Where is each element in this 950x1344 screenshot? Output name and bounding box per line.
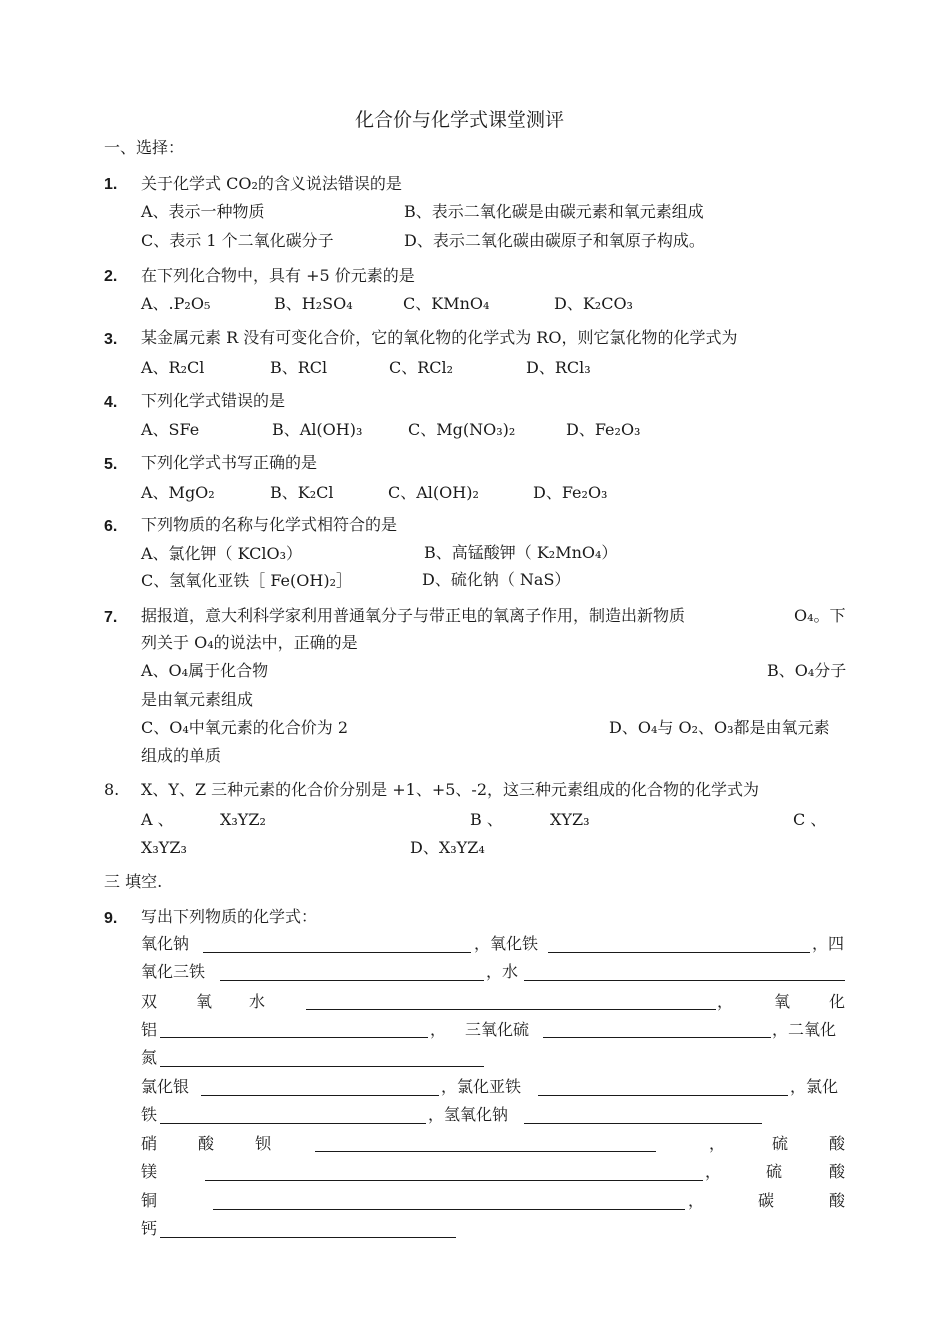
option-c: C、表示 1 个二氧化碳分子 xyxy=(141,231,334,250)
answer-blank[interactable] xyxy=(160,1037,428,1038)
fill-label: ， xyxy=(430,1020,447,1039)
option-a: A、MgO₂ xyxy=(141,483,215,502)
question-text: 列关于 O₄的说法中，正确的是 xyxy=(141,633,358,652)
question-number: 2. xyxy=(104,268,118,285)
answer-blank[interactable] xyxy=(543,1037,771,1038)
option-b: XYZ₃ xyxy=(550,810,590,829)
option-b: B、Al(OH)₃ xyxy=(272,420,363,439)
option-b-continued: 是由氧元素组成 xyxy=(141,690,254,709)
option-b: B、高锰酸钾（ K₂MnO₄） xyxy=(424,543,618,562)
question-number: 6. xyxy=(104,518,118,535)
option-b: B、H₂SO₄ xyxy=(274,294,353,313)
question-text: 下列化学式书写正确的是 xyxy=(141,453,318,472)
fill-label: ，水 xyxy=(486,962,519,981)
question-text: 下列化学式错误的是 xyxy=(141,391,286,410)
answer-blank[interactable] xyxy=(220,980,484,981)
fill-label: 硫 xyxy=(772,1134,789,1153)
option-a: A、O₄属于化合物 xyxy=(141,661,269,680)
answer-blank[interactable] xyxy=(524,1123,762,1124)
question-text: 某金属元素 R 没有可变化合价，它的氧化物的化学式为 RO，则它氯化物的化学式为 xyxy=(141,328,738,347)
fill-label: ， xyxy=(709,1134,726,1153)
fill-label: ， xyxy=(688,1191,705,1210)
option-c-label: C 、 xyxy=(793,810,827,829)
question-number: 8. xyxy=(104,780,120,799)
option-b-label: B 、 xyxy=(470,810,503,829)
fill-label: ，氢氧化钠 xyxy=(428,1105,509,1124)
answer-blank[interactable] xyxy=(160,1123,426,1124)
option-c: C、Al(OH)₂ xyxy=(388,483,479,502)
option-d: D、Fe₂O₃ xyxy=(533,483,608,502)
fill-label: 酸 xyxy=(829,1134,846,1153)
question-text: O₄。下 xyxy=(794,606,846,625)
question-number: 1. xyxy=(104,176,118,193)
fill-label: 氧化钠 xyxy=(141,934,190,953)
fill-label: 水 xyxy=(249,992,266,1011)
question-number: 9. xyxy=(104,910,118,927)
fill-label: ，氧化铁 xyxy=(474,934,539,953)
question-text: 写出下列物质的化学式： xyxy=(141,907,318,926)
option-b: B、RCl xyxy=(270,358,328,377)
section-heading-choice: 一、选择： xyxy=(104,138,185,157)
option-c: C、KMnO₄ xyxy=(403,294,490,313)
option-c: C、氢氧化亚铁［ Fe(OH)₂］ xyxy=(141,571,352,590)
question-text: X、Y、Z 三种元素的化合价分别是 +1、+5、-2，这三种元素组成的化合物的化学式为 xyxy=(141,780,760,799)
fill-label: 氧化三铁 xyxy=(141,962,206,981)
option-d: D、RCl₃ xyxy=(526,358,591,377)
answer-blank[interactable] xyxy=(205,1180,703,1181)
option-d: D、硫化钠（ NaS） xyxy=(422,570,571,589)
option-a: A、氯化钾（ KClO₃） xyxy=(141,544,303,563)
answer-blank[interactable] xyxy=(306,1009,716,1010)
fill-label: ， xyxy=(717,992,734,1011)
fill-label: ，氯化亚铁 xyxy=(441,1077,522,1096)
fill-label: 铁 xyxy=(141,1105,158,1124)
fill-label: 硫 xyxy=(766,1162,783,1181)
option-d: D、O₄与 O₂、O₃都是由氧元素 xyxy=(609,718,830,737)
fill-label: 酸 xyxy=(829,1191,846,1210)
option-d: D、表示二氧化碳由碳原子和氧原子构成。 xyxy=(404,231,705,250)
option-c: C、O₄中氧元素的化合价为 2 xyxy=(141,718,349,737)
fill-label: ， xyxy=(705,1162,722,1181)
fill-label: 铝 xyxy=(141,1020,158,1039)
option-d: D、K₂CO₃ xyxy=(554,294,633,313)
question-number: 5. xyxy=(104,456,118,473)
answer-blank[interactable] xyxy=(548,952,810,953)
fill-label: ，四 xyxy=(812,934,845,953)
question-number: 4. xyxy=(104,394,118,411)
fill-label: 双 xyxy=(141,992,158,1011)
option-b: B、表示二氧化碳是由碳元素和氧元素组成 xyxy=(404,202,704,221)
option-a: A、表示一种物质 xyxy=(141,202,265,221)
fill-label: 钙 xyxy=(141,1219,158,1238)
fill-label: 氧 xyxy=(774,992,791,1011)
question-text: 在下列化合物中，具有 +5 价元素的是 xyxy=(141,266,415,285)
fill-label: 钡 xyxy=(255,1134,272,1153)
question-text: 下列物质的名称与化学式相符合的是 xyxy=(141,515,398,534)
option-b: B、O₄分子 xyxy=(767,661,847,680)
question-text: 据报道，意大利科学家利用普通氧分子与带正电的氧离子作用，制造出新物质 xyxy=(141,606,686,625)
option-c: C、RCl₂ xyxy=(389,358,454,377)
page-title: 化合价与化学式课堂测评 xyxy=(355,109,565,131)
answer-blank[interactable] xyxy=(160,1066,484,1067)
option-d: D、X₃YZ₄ xyxy=(410,838,485,857)
option-c: X₃YZ₃ xyxy=(141,838,187,857)
answer-blank[interactable] xyxy=(315,1151,656,1152)
question-number: 3. xyxy=(104,331,118,348)
answer-blank[interactable] xyxy=(538,1095,788,1096)
answer-blank[interactable] xyxy=(201,1095,439,1096)
answer-blank[interactable] xyxy=(160,1237,456,1238)
fill-label: ，氯化 xyxy=(790,1077,839,1096)
fill-label: 酸 xyxy=(829,1162,846,1181)
fill-label: 酸 xyxy=(198,1134,215,1153)
fill-label: 碳 xyxy=(758,1191,775,1210)
question-number: 7. xyxy=(104,609,118,626)
fill-label: 镁 xyxy=(141,1162,158,1181)
fill-label: 氯化银 xyxy=(141,1077,190,1096)
answer-blank[interactable] xyxy=(524,980,845,981)
question-text: 关于化学式 CO₂的含义说法错误的是 xyxy=(141,174,402,193)
option-a: A、.P₂O₅ xyxy=(141,294,211,313)
fill-label: ，二氧化 xyxy=(772,1020,837,1039)
fill-label: 铜 xyxy=(141,1191,158,1210)
option-c: C、Mg(NO₃)₂ xyxy=(408,420,516,439)
option-a: A、R₂Cl xyxy=(141,358,205,377)
answer-blank[interactable] xyxy=(213,1209,685,1210)
option-b: B、K₂Cl xyxy=(270,483,334,502)
fill-label: 硝 xyxy=(141,1134,158,1153)
option-d-continued: 组成的单质 xyxy=(141,746,222,765)
option-a: X₃YZ₂ xyxy=(220,810,266,829)
option-d: D、Fe₂O₃ xyxy=(566,420,641,439)
fill-label: 化 xyxy=(829,992,846,1011)
answer-blank[interactable] xyxy=(203,952,471,953)
option-a-label: A 、 xyxy=(141,810,174,829)
section-heading-fill: 三 填空. xyxy=(104,872,163,891)
fill-label: 氮 xyxy=(141,1048,158,1067)
fill-label: 三氧化硫 xyxy=(465,1020,530,1039)
option-a: A、SFe xyxy=(141,420,200,439)
fill-label: 氧 xyxy=(196,992,213,1011)
